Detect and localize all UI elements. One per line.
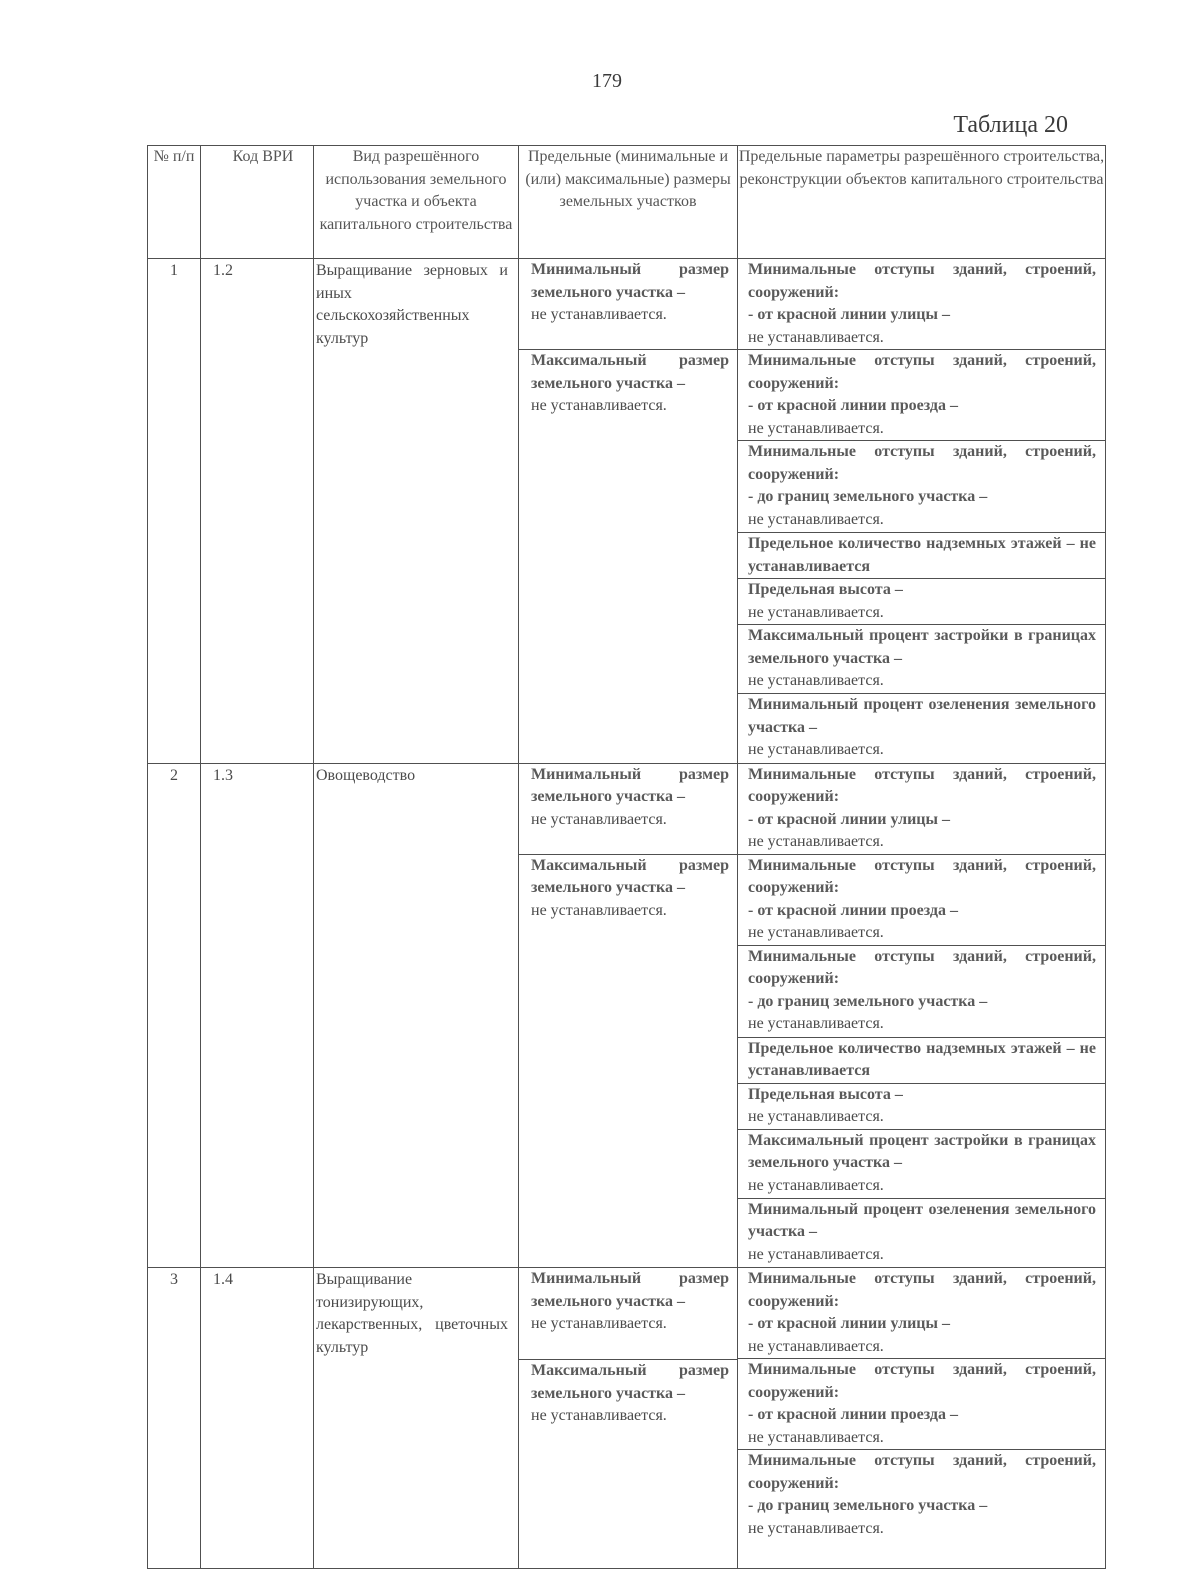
lot-size-title: Максимальный размер земельного участка – <box>531 856 729 896</box>
params-stack <box>738 259 1105 763</box>
param-item <box>738 533 1105 579</box>
lot-stack <box>519 764 737 1268</box>
table-header-row <box>148 146 1106 259</box>
row-lot-cell <box>519 1268 738 1569</box>
param-title: Минимальные отступы зданий, строений, сооружений: <box>748 1452 1096 1492</box>
param-item <box>738 1268 1105 1359</box>
param-item <box>738 1359 1105 1450</box>
param-title: Минимальные отступы зданий, строений, сооружений: <box>748 856 1096 896</box>
param-item <box>738 1130 1105 1199</box>
row-params-cell <box>738 1268 1106 1569</box>
lot-size-value: не устанавливается. <box>531 306 667 323</box>
row-kind-cell <box>314 259 519 764</box>
param-line: - от красной линии проезда – <box>748 1406 958 1423</box>
param-title: Минимальные отступы зданий, строений, сооружений: <box>748 443 1096 483</box>
params-stack <box>738 764 1105 1268</box>
param-title: Минимальные отступы зданий, строений, сооружений: <box>748 1270 1096 1310</box>
param-value: не устанавливается. <box>748 1519 884 1537</box>
lot-size-item <box>519 1268 737 1360</box>
param-item <box>738 1084 1105 1130</box>
param-value: не устанавливается. <box>748 1176 884 1194</box>
param-line: - от красной линии улицы – <box>748 810 950 828</box>
param-line: - от красной линии улицы – <box>748 306 950 323</box>
param-line: - от красной линии улицы – <box>748 1315 950 1332</box>
row-params-cell <box>738 763 1106 1268</box>
param-title: Максимальный процент застройки в границах земельного участка – <box>748 627 1096 667</box>
row-kind-text: Овощеводство <box>316 766 416 784</box>
param-title: Предельное количество надземных этажей – не устанавливается <box>748 535 1096 575</box>
param-value: не устанавливается. <box>748 1337 884 1355</box>
table-body <box>148 259 1106 1569</box>
table-caption: Таблица 20 <box>953 112 1068 138</box>
param-title: Максимальный процент застройки в границах земельного участка – <box>748 1131 1096 1171</box>
lot-size-title: Минимальный размер земельного участка – <box>531 765 729 805</box>
param-title: Минимальные отступы зданий, строений, сооружений: <box>748 765 1096 805</box>
row-code: 1.3 <box>201 763 314 1268</box>
param-line: - до границ земельного участка – <box>748 488 988 505</box>
param-item <box>738 1038 1105 1084</box>
param-item <box>738 259 1105 350</box>
row-kind-text: Выращивание тонизирующих, лекарственных, цветочных культур <box>316 1271 508 1356</box>
row-number: 3 <box>148 1268 201 1569</box>
lot-size-value: не устанавливается. <box>531 810 667 828</box>
param-value: не устанавливается. <box>748 328 884 346</box>
row-params-cell <box>738 259 1106 764</box>
lot-stack <box>519 1268 737 1568</box>
header-num: № п/п <box>148 146 201 259</box>
param-value: не устанавливается. <box>748 1245 884 1263</box>
lot-size-title: Минимальный размер земельного участка – <box>531 1270 729 1310</box>
row-number: 1 <box>148 259 201 764</box>
header-kind: Вид разрешённого использования земельного участка и объекта капитального строительства <box>314 146 519 259</box>
param-line: - до границ земельного участка – <box>748 992 988 1010</box>
param-item <box>738 441 1105 533</box>
param-value: не устанавливается. <box>748 603 884 621</box>
row-kind-cell <box>314 763 519 1268</box>
param-value: не устанавливается. <box>748 419 884 437</box>
header-params: Предельные параметры разрешённого строительства, реконструкции объектов капитального строительства <box>738 146 1106 259</box>
header-lot-sizes: Предельные (минимальные и (или) максимальные) размеры земельных участков <box>519 146 738 259</box>
param-value: не устанавливается. <box>748 924 884 941</box>
lot-size-item <box>519 259 737 350</box>
page-number: 179 <box>592 70 622 92</box>
param-item <box>738 946 1105 1038</box>
param-value: не устанавливается. <box>748 1015 884 1032</box>
lot-size-item <box>519 350 737 419</box>
param-line: - до границ земельного участка – <box>748 1497 988 1514</box>
param-line: - от красной линии проезда – <box>748 397 958 414</box>
param-title: Минимальные отступы зданий, строений, сооружений: <box>748 1361 1096 1401</box>
params-stack <box>738 1268 1105 1568</box>
param-item <box>738 764 1105 855</box>
param-item <box>738 625 1105 694</box>
param-value: не устанавливается. <box>748 1428 884 1446</box>
lot-stack <box>519 259 737 763</box>
param-item <box>738 579 1105 625</box>
param-item <box>738 694 1105 763</box>
param-value: не устанавливается. <box>748 741 884 758</box>
lot-size-item <box>519 764 737 855</box>
param-item <box>738 1199 1105 1268</box>
param-value: не устанавливается. <box>748 672 884 689</box>
param-line: - от красной линии проезда – <box>748 901 958 919</box>
row-number: 2 <box>148 763 201 1268</box>
header-code: Код ВРИ <box>201 146 314 259</box>
lot-size-value: не устанавливается. <box>531 1407 667 1424</box>
row-kind-text: Выращивание зерновых и иных сельскохозяйственных культур <box>316 262 508 347</box>
row-code: 1.4 <box>201 1268 314 1569</box>
lot-size-title: Максимальный размер земельного участка – <box>531 1362 729 1402</box>
param-item <box>738 350 1105 441</box>
lot-size-value: не устанавливается. <box>531 397 667 414</box>
lot-size-item <box>519 855 737 924</box>
lot-size-value: не устанавливается. <box>531 1315 667 1332</box>
lot-size-title: Максимальный размер земельного участка – <box>531 352 729 392</box>
row-kind-cell <box>314 1268 519 1569</box>
param-title: Минимальные отступы зданий, строений, сооружений: <box>748 947 1096 987</box>
param-value: не устанавливается. <box>748 833 884 850</box>
row-lot-cell <box>519 763 738 1268</box>
param-title: Минимальные отступы зданий, строений, сооружений: <box>748 352 1096 392</box>
param-title: Предельная высота – <box>748 581 903 598</box>
land-use-table <box>147 145 1106 1569</box>
lot-size-item <box>519 1360 737 1429</box>
lot-size-title: Минимальный размер земельного участка – <box>531 261 729 301</box>
table-row <box>148 1268 1106 1569</box>
row-lot-cell <box>519 259 738 764</box>
param-title: Предельное количество надземных этажей – не устанавливается <box>748 1039 1096 1079</box>
param-value: не устанавливается. <box>748 510 884 528</box>
param-item <box>738 1450 1105 1568</box>
param-title: Предельная высота – <box>748 1085 903 1103</box>
param-title: Минимальный процент озеленения земельного участка – <box>748 1200 1096 1240</box>
param-title: Минимальные отступы зданий, строений, сооружений: <box>748 261 1096 301</box>
table-row <box>148 259 1106 764</box>
param-title: Минимальный процент озеленения земельного участка – <box>748 696 1096 736</box>
lot-size-value: не устанавливается. <box>531 901 667 919</box>
table-row <box>148 763 1106 1268</box>
row-code: 1.2 <box>201 259 314 764</box>
param-value: не устанавливается. <box>748 1108 884 1125</box>
param-item <box>738 855 1105 946</box>
